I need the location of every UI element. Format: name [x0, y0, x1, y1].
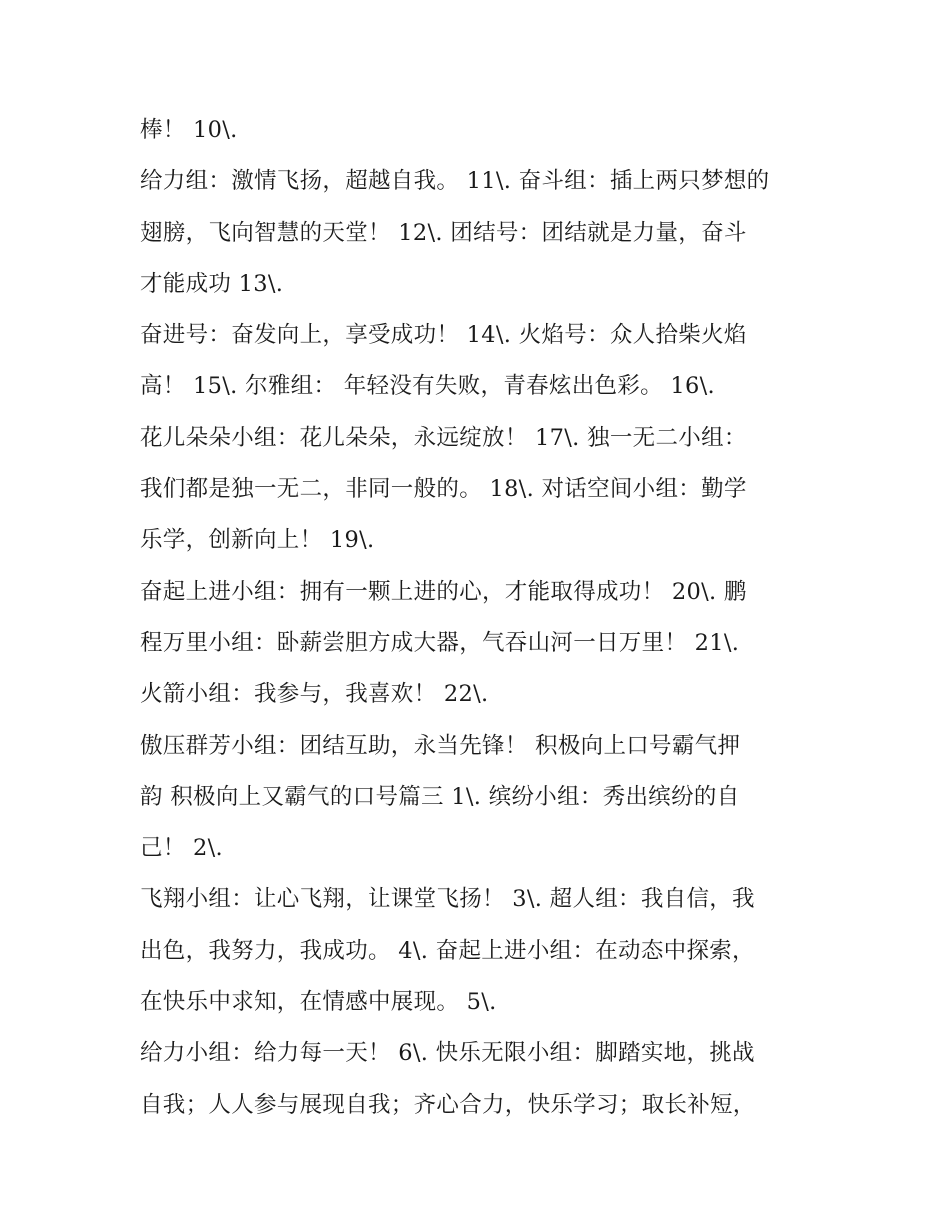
text-line: 奋起上进小组：拥有一颗上进的心，才能取得成功！ 20\. 鹏	[140, 578, 747, 605]
text-line: 给力小组：给力每一天！ 6\. 快乐无限小组：脚踏实地，挑战	[140, 1040, 755, 1067]
text-line: 火箭小组：我参与，我喜欢！ 22\.	[140, 681, 489, 708]
text-line: 花儿朵朵小组：花儿朵朵，永远绽放！ 17\. 独一无二小组：	[140, 424, 747, 451]
text-line: 才能成功 13\.	[140, 270, 284, 297]
text-line: 棒！ 10\.	[140, 117, 238, 143]
text-line: 飞翔小组：让心飞翔，让课堂飞扬！ 3\. 超人组：我自信，我	[140, 886, 755, 913]
text-line: 傲压群芳小组：团结互助，永当先锋！ 积极向上口号霸气押	[140, 732, 741, 759]
text-line: 在快乐中求知，在情感中展现。 5\.	[140, 989, 497, 1016]
text-line: 己！ 2\.	[140, 835, 223, 862]
text-line: 乐学，创新向上！ 19\.	[140, 527, 375, 554]
text-line: 韵 积极向上又霸气的口号篇三 1\. 缤纷小组：秀出缤纷的自	[140, 783, 740, 810]
text-line: 给力组：激情飞扬，超越自我。 11\. 奋斗组：插上两只梦想的	[140, 168, 770, 195]
text-line: 高！ 15\. 尔雅组： 年轻没有失败，青春炫出色彩。 16\.	[140, 373, 715, 400]
text-line: 翅膀，飞向智慧的天堂！ 12\. 团结号：团结就是力量，奋斗	[140, 219, 747, 246]
text-line: 出色，我努力，我成功。 4\. 奋起上进小组：在动态中探索，	[140, 937, 755, 964]
text-line: 程万里小组：卧薪尝胆方成大器，气吞山河一日万里！ 21\.	[140, 629, 740, 656]
document-body	[140, 105, 820, 1131]
text-line: 自我；人人参与展现自我；齐心合力，快乐学习；取长补短，	[140, 1091, 756, 1118]
text-line: 我们都是独一无二，非同一般的。 18\. 对话空间小组：勤学	[140, 476, 747, 503]
text-line: 奋进号：奋发向上，享受成功！ 14\. 火焰号：众人拾柴火焰	[140, 322, 747, 349]
